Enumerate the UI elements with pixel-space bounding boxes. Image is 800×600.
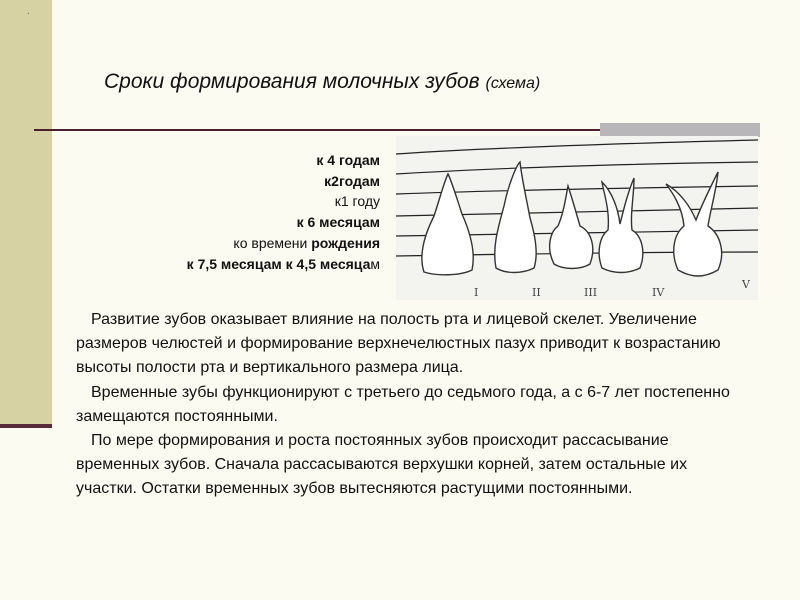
stage-numerals — [474, 278, 751, 299]
sidebar-underline — [0, 424, 52, 428]
numeral-3: III — [584, 286, 598, 299]
label-1-year: к1 году — [334, 193, 380, 210]
left-accent-bar — [0, 0, 52, 428]
time-line-2 — [396, 162, 758, 174]
slide-title — [104, 70, 540, 94]
label-4-years: к 4 годам — [316, 152, 380, 168]
title-note: (схема) — [485, 75, 541, 92]
teeth-diagram-svg — [396, 136, 758, 300]
paragraph-development: Развитие зубов оказывает влияние на полость рта и лицевой скелет. Увеличение размеров челюстей и формирование верхнечелюстных пазух приводит к возрастанию высоты полости рта и вертикального размера лица. — [76, 311, 721, 377]
label-2-years: к2годам — [324, 172, 380, 189]
numeral-5: V — [742, 278, 750, 291]
paragraph-resorption: По мере формирования и роста постоянных зубов происходит рассасывание временных зубов. Сначала рассасываются верхушки корней, затем остальные их участки. Остатки временных зубов вытесняются растущими постоянными. — [76, 432, 688, 498]
corner-mark: . — [27, 6, 30, 17]
age-labels — [110, 150, 380, 274]
tooth-stage-3 — [550, 186, 593, 269]
label-months-pair — [110, 254, 380, 275]
time-line-1 — [396, 140, 758, 154]
tooth-stage-1 — [422, 174, 473, 275]
teeth-stages — [422, 162, 722, 276]
label-months-strong: к 7,5 месяцам к 4,5 месяца — [186, 255, 371, 272]
numeral-2: II — [532, 286, 541, 299]
numeral-1: I — [474, 286, 479, 299]
tooth-stage-2 — [495, 162, 536, 273]
label-birth-strong: рождения — [311, 234, 380, 251]
label-birth-prefix: ко времени — [233, 234, 312, 251]
label-months-suffix: м — [370, 255, 380, 272]
tooth-stage-4 — [599, 178, 643, 273]
divider-accent-block — [600, 123, 760, 137]
teeth-formation-diagram — [396, 136, 758, 300]
numeral-4: IV — [652, 286, 665, 299]
body-text — [76, 308, 752, 502]
title-main: Сроки формирования молочных зубов — [104, 70, 480, 93]
paragraph-function: Временные зубы функционируют с третьего до седьмого года, а с 6-7 лет постепенно замещаются постоянными. — [76, 383, 730, 425]
label-birth — [110, 233, 380, 254]
label-6-months: к 6 месяцам — [296, 214, 380, 231]
